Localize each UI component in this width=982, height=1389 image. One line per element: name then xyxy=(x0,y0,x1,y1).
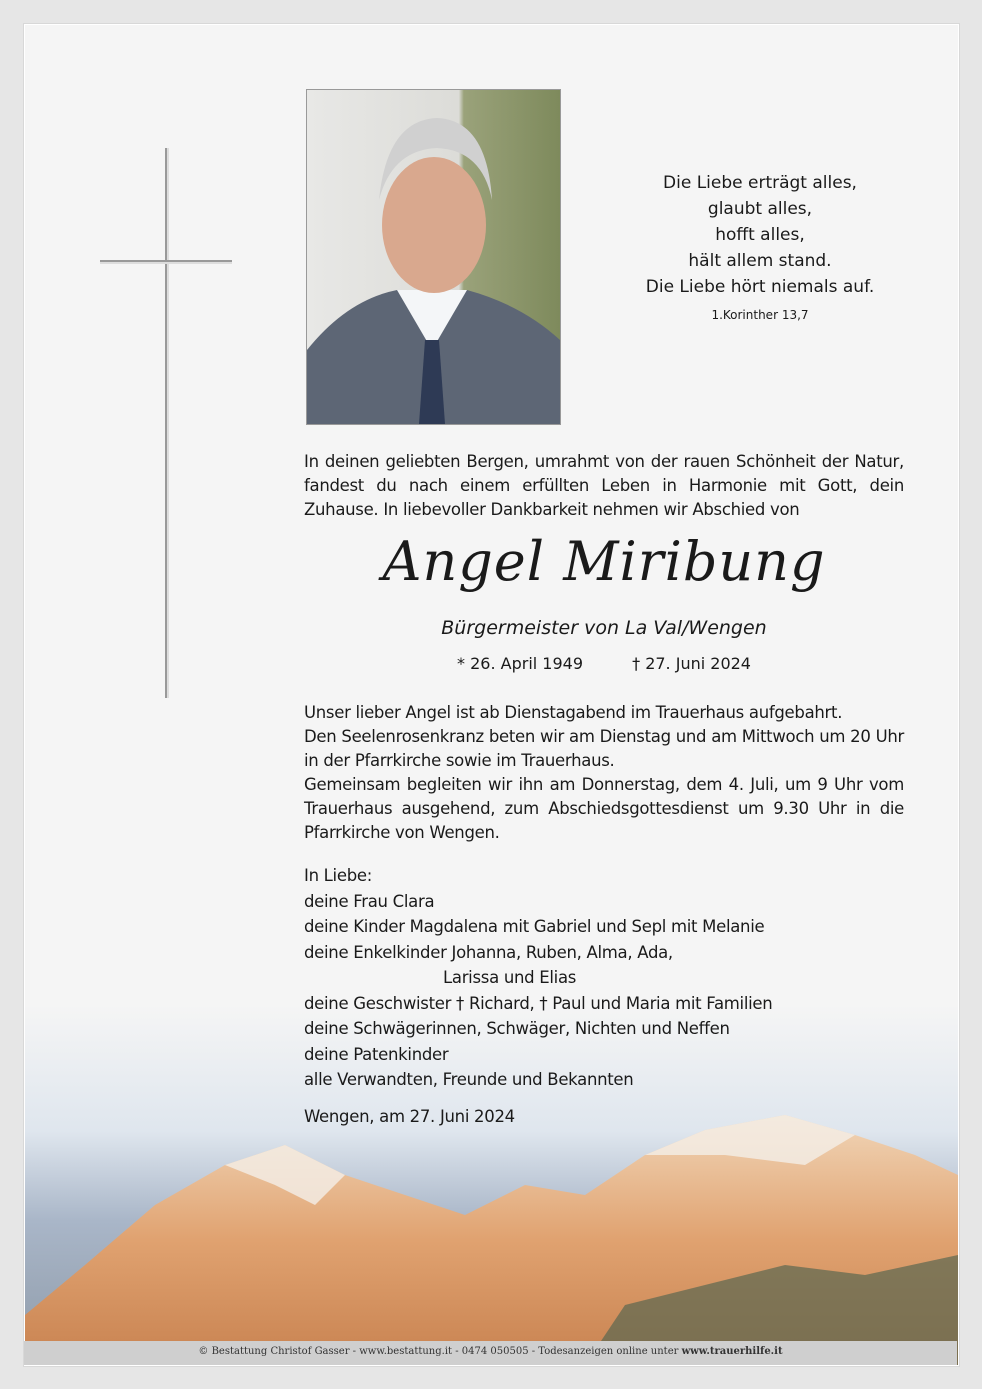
mourner-line: Larissa und Elias xyxy=(443,968,577,987)
mourner-line: deine Enkelkinder Johanna, Ruben, Alma, Ada, xyxy=(304,942,673,962)
cross-bar xyxy=(100,260,232,262)
arrangement-line: Gemeinsam begleiten wir ihn am Donnerstag, dem 4. Juli, um 9 Uhr vom Trauerhaus ausgehend, zum Abschiedsgottesdienst um 9.30 Uhr in die Pfarrkirche von Wengen. xyxy=(304,775,904,842)
footer-text: © Bestattung Christof Gasser - www.bestattung.it - 0474 050505 - Todesanzeigen online unter xyxy=(198,1346,682,1357)
mourner-line: deine Geschwister † Richard, † Paul und Maria mit Familien xyxy=(304,993,773,1013)
birth-date: * 26. April 1949 xyxy=(457,654,584,673)
footer-link[interactable]: www.trauerhilfe.it xyxy=(681,1346,783,1357)
place-date: Wengen, am 27. Juni 2024 xyxy=(304,1107,515,1126)
death-date: † 27. Juni 2024 xyxy=(632,654,751,673)
deceased-name: Angel Miribung xyxy=(382,530,826,593)
arrangement-line: Unser lieber Angel ist ab Dienstagabend im Trauerhaus aufgebahrt. xyxy=(304,703,843,722)
portrait-photo xyxy=(306,89,561,425)
deceased-role: Bürgermeister von La Val/Wengen xyxy=(441,617,767,639)
mourners-heading: In Liebe: xyxy=(304,866,372,885)
life-dates xyxy=(304,654,904,673)
quote-line: hält allem stand. xyxy=(688,251,832,271)
quote-line: hofft alles, xyxy=(715,225,805,245)
mourner-line: deine Patenkinder xyxy=(304,1044,449,1064)
mourner-line: deine Schwägerinnen, Schwäger, Nichten und Neffen xyxy=(304,1019,730,1038)
quote-line: glaubt alles, xyxy=(707,199,813,219)
quote-reference: 1.Korinther 13,7 xyxy=(711,308,809,322)
cross-icon xyxy=(165,148,167,698)
mourner-line: deine Frau Clara xyxy=(304,891,435,911)
intro-text: In deinen geliebten Bergen, umrahmt von der rauen Schönheit der Natur, fandest du nach einem erfüllten Leben in Harmonie mit Gott, dein Zuhause. In liebevoller Dankbarkeit nehmen wir Abschied von xyxy=(304,452,904,519)
arrangements xyxy=(304,701,904,845)
mourner-line: alle Verwandten, Freunde und Bekannten xyxy=(304,1070,634,1089)
obituary-card xyxy=(24,24,959,1366)
quote-line: Die Liebe erträgt alles, xyxy=(663,173,857,193)
arrangement-line: Den Seelenrosenkranz beten wir am Dienstag und am Mittwoch um 20 Uhr in der Pfarrkirche sowie im Trauerhaus. xyxy=(304,727,904,770)
mourners-list xyxy=(304,863,904,1093)
bible-quote xyxy=(615,170,905,328)
footer xyxy=(24,1341,957,1365)
mourner-line: deine Kinder Magdalena mit Gabriel und Sepl mit Melanie xyxy=(304,917,765,936)
quote-line: Die Liebe hört niemals auf. xyxy=(645,277,875,297)
